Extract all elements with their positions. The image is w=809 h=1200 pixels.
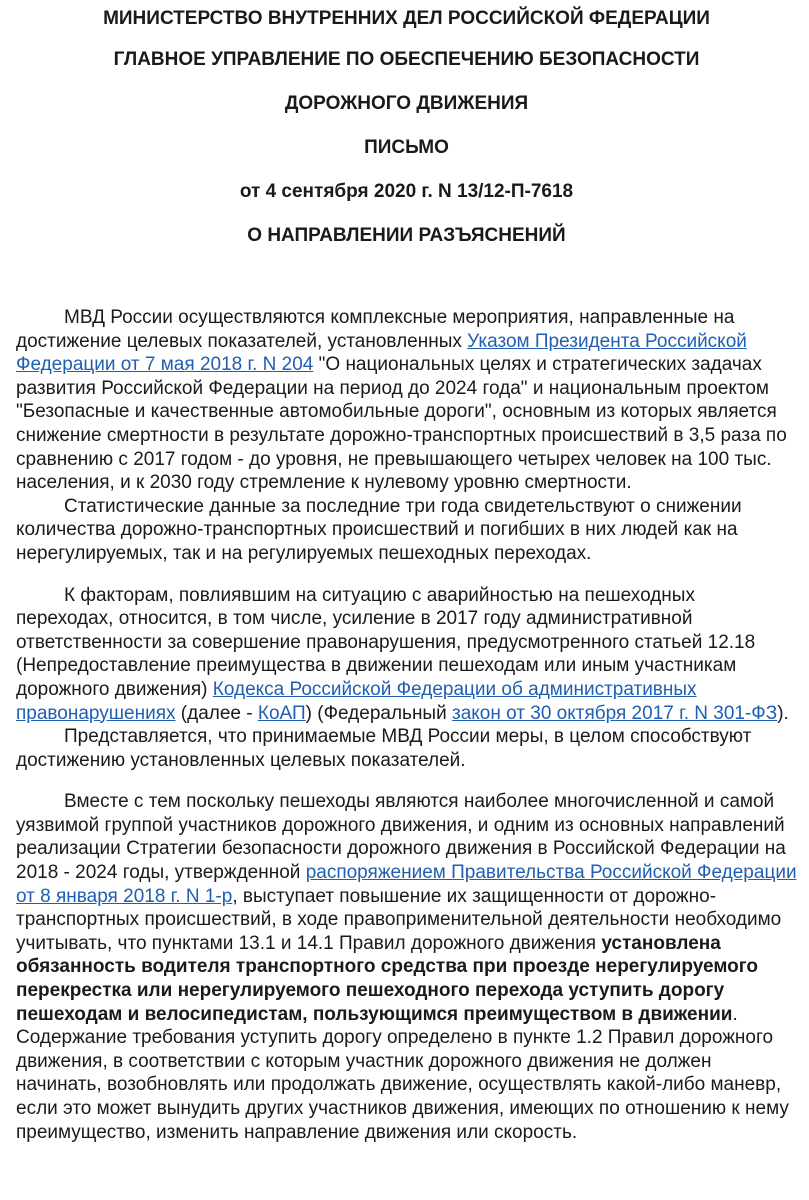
document-type: ПИСЬМО (364, 137, 449, 158)
paragraph-5-bold-obligation: установлена обязанность водителя транспортного средства при проезде нерегулируемого перекрестка или нерегулируемого пешеходного перехода уступить дорогу пешеходам и велосипедистам, пользующимся преимуществом в движении (16, 932, 759, 1025)
paragraph-1-text-b: "О национальных целях и стратегических задачах развития Российской Федерации на период до 2024 года" и национальным проектом "Безопасные и качественные автомобильные дороги", основным из которых является снижение смертности в результате дорожно-транспортных происшествий в 3,5 раза по сравнению с 2017 годом - до уровня, не превышающего четырех человек на 100 тыс. населения, и к 2030 году стремление к нулевому уровню смертности. (16, 354, 787, 494)
paragraph-3-text-d: ). (777, 702, 789, 724)
department-title-line1: ГЛАВНОЕ УПРАВЛЕНИЕ ПО ОБЕСПЕЧЕНИЮ БЕЗОПАСНОСТИ (113, 49, 700, 70)
paragraph-3-text-c: ) (Федеральный (305, 702, 452, 724)
department-title-line2: ДОРОЖНОГО ДВИЖЕНИЯ (284, 93, 529, 114)
link-federal-law[interactable]: закон от 30 октября 2017 г. N 301-ФЗ (451, 702, 778, 724)
paragraph-4: Представляется, что принимаемые МВД России меры, в целом способствуют достижению установленных целевых показателей. (16, 726, 752, 771)
link-presidential-decree[interactable]: Указом Президента Российской Федерации от 7 мая 2018 г. N 204 (16, 330, 747, 376)
document-subject: О НАПРАВЛЕНИИ РАЗЪЯСНЕНИЙ (247, 225, 566, 246)
paragraph-5-text-b: , выступает повышение их защищенности от дорожно-транспортных происшествий, в ходе правоприменительной деятельности необходимо учитывать, что пунктами 13.1 и 14.1 Правил дорожного движения (16, 885, 782, 954)
ministry-title: МИНИСТЕРСТВО ВНУТРЕННИХ ДЕЛ РОССИЙСКОЙ ФЕДЕРАЦИИ (103, 8, 710, 29)
paragraph-3 (16, 584, 797, 726)
paragraph-3-text-a: К факторам, повлиявшим на ситуацию с аварийностью на пешеходных переходах, относится, в том числе, усиление в 2017 году административной ответственности за совершение правонарушения, предусмотренного статьей 12.18 (Непредоставление преимущества в движении пешеходам или иным участникам дорожного движения) (16, 584, 756, 700)
paragraph-1-text-a: МВД России осуществляются комплексные мероприятия, направленные на достижение целевых показателей, установленных (16, 307, 735, 352)
paragraph-5 (16, 790, 797, 1144)
document-date-number: от 4 сентября 2020 г. N 13/12-П-7618 (239, 181, 574, 202)
link-government-order[interactable]: распоряжением Правительства Российской Федерации от 8 января 2018 г. N 1-р (16, 862, 797, 907)
paragraph-2: Статистические данные за последние три года свидетельствуют о снижении количества дорожно-транспортных происшествий и погибших в них людей как на нерегулируемых, так и на регулируемых пешеходных переходах. (16, 495, 742, 564)
paragraph-1 (16, 306, 797, 495)
link-koap-code[interactable]: Кодекса Российской Федерации об административных правонарушениях (16, 678, 697, 724)
paragraph-3-text-b: (далее - (175, 702, 258, 724)
link-koap[interactable]: КоАП (257, 702, 306, 724)
paragraph-5-text-c: . Содержание требования уступить дорогу определено в пункте 1.2 Правил дорожного движения, в соответствии с которым участник дорожного движения не должен начинать, возобновлять или продолжать движение, осуществлять какой-либо маневр, если это может вынудить других участников движения, имеющих по отношению к нему преимущество, изменить направление движения или скорость. (16, 1003, 789, 1143)
paragraph-5-text-a: Вместе с тем поскольку пешеходы являются наиболее многочисленной и самой уязвимой группой участников дорожного движения, и одним из основных направлений реализации Стратегии безопасности дорожного движения в Российской Федерации на 2018 - 2024 годы, утвержденной (16, 791, 786, 884)
